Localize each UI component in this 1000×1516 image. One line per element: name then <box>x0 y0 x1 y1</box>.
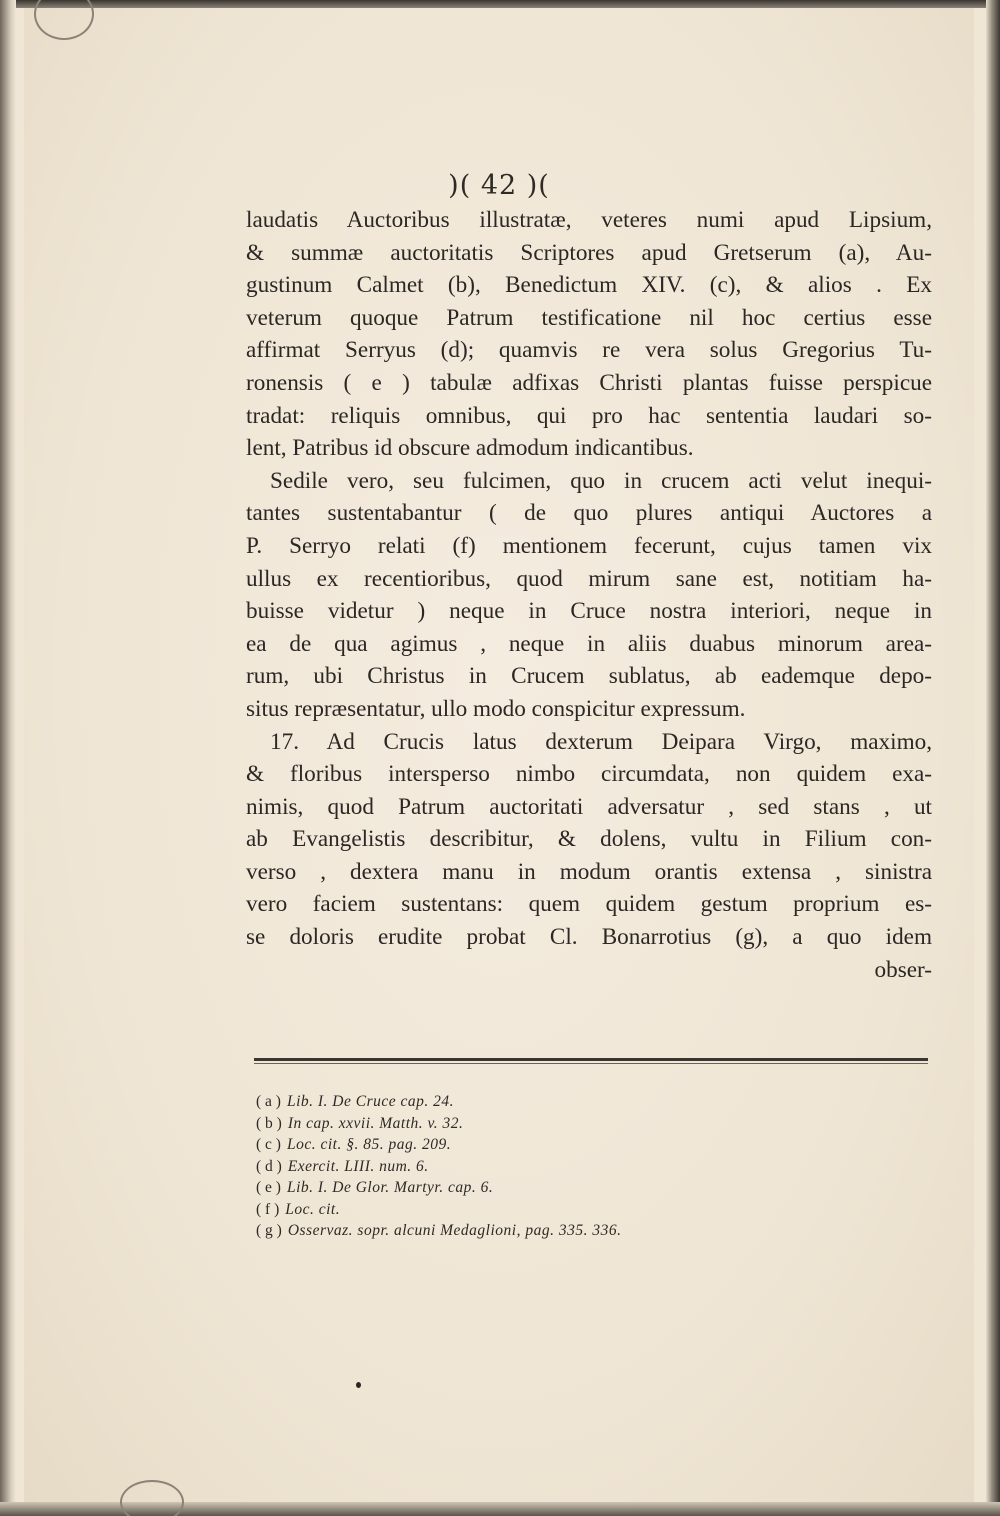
text-line: veterum quoque Patrum testificatione nil hoc certius esse <box>246 304 932 331</box>
text-line: nimis, quod Patrum auctoritati adversatur , sed stans , ut <box>246 793 932 820</box>
footnote-reference: Exercit. LIII. num. 6. <box>287 1157 429 1175</box>
text-line: rum, ubi Christus in Crucem sublatus, ab eademque depo- <box>246 663 932 690</box>
text-line: laudatis Auctoribus illustratæ, veteres numi apud Lipsium, <box>246 207 932 233</box>
text-line: ea de qua agimus , neque in aliis duabus minorum area- <box>246 630 932 657</box>
text-line: P. Serryo relati (f) mentionem fecerunt, cujus tamen vix <box>246 532 932 559</box>
footnote-reference: Lib. I. De Cruce cap. 24. <box>286 1093 454 1110</box>
book-right-edge <box>986 0 1000 1516</box>
ink-speck <box>356 1382 361 1388</box>
text-line: ronensis ( e ) tabulæ adfixas Christi plantas fuisse perspicue <box>246 369 932 396</box>
worn-bottom-mark <box>120 1480 184 1516</box>
footnote <box>256 1220 936 1242</box>
footnote <box>256 1199 936 1221</box>
paper-page <box>24 8 974 1502</box>
book-left-edge <box>0 0 16 1516</box>
footnotes <box>256 1091 936 1242</box>
footnote <box>256 1156 936 1178</box>
body-text <box>246 204 932 986</box>
text-line: verso , dextera manu in modum orantis extensa , sinistra <box>246 858 932 885</box>
text-line: Sedile vero, seu fulcimen, quo in crucem acti velut inequi- <box>270 467 932 494</box>
footnote-label: ( d ) <box>256 1157 282 1175</box>
catchword: obser- <box>874 956 932 983</box>
footnote-rule <box>254 1058 928 1061</box>
text-line: & floribus intersperso nimbo circumdata, non quidem exa- <box>246 761 932 788</box>
page-number: )( 42 )( <box>448 170 550 201</box>
text-line: tantes sustentabantur ( de quo plures antiqui Auctores a <box>246 500 932 527</box>
footnote-label: ( b ) <box>256 1114 282 1132</box>
text-line: ullus ex recentioribus, quod mirum sane est, notitiam ha- <box>246 565 932 592</box>
text-line: affirmat Serryus (d); quamvis re vera solus Gregorius Tu- <box>246 337 932 364</box>
footnote <box>256 1091 936 1113</box>
book-top-edge <box>0 0 1000 8</box>
text-line: gustinum Calmet (b), Benedictum XIV. (c), & alios . Ex <box>246 272 932 299</box>
footnote-label: ( a ) <box>256 1093 281 1110</box>
footnote-reference: Loc. cit. §. 85. pag. 209. <box>286 1136 452 1153</box>
footnote-reference: In cap. xxvii. Matth. v. 32. <box>287 1114 464 1132</box>
text-line: & summæ auctoritatis Scriptores apud Gretserum (a), Au- <box>246 239 932 266</box>
footnote-reference: Loc. cit. <box>285 1200 341 1218</box>
text-line: tradat: reliquis omnibus, qui pro hac sententia laudari so- <box>246 402 932 429</box>
text-line: lent, Patribus id obscure admodum indicantibus. <box>246 435 694 462</box>
footnote <box>256 1177 936 1199</box>
worn-corner-mark <box>34 0 94 40</box>
footnote-label: ( c ) <box>256 1136 281 1153</box>
footnote <box>256 1113 936 1135</box>
footnote-label: ( g ) <box>256 1222 282 1239</box>
text-line: situs repræsentatur, ullo modo conspicitur expressum. <box>246 695 746 722</box>
text-line: buisse videtur ) neque in Cruce nostra interiori, neque in <box>246 598 932 625</box>
footnote-rule-thin <box>254 1063 928 1064</box>
text-line: ab Evangelistis describitur, & dolens, vultu in Filium con- <box>246 826 932 853</box>
footnote-reference: Lib. I. De Glor. Martyr. cap. 6. <box>286 1179 494 1196</box>
footnote-label: ( f ) <box>256 1200 280 1218</box>
footnote-label: ( e ) <box>256 1179 281 1196</box>
footnote <box>256 1134 936 1156</box>
text-line: vero faciem sustentans: quem quidem gestum proprium es- <box>246 891 932 918</box>
text-line: 17. Ad Crucis latus dexterum Deipara Virgo, maximo, <box>270 728 932 755</box>
text-line: se doloris erudite probat Cl. Bonarrotius (g), a quo idem <box>246 924 932 951</box>
footnote-reference: Osservaz. sopr. alcuni Medaglioni, pag. 335. 336. <box>287 1222 622 1239</box>
